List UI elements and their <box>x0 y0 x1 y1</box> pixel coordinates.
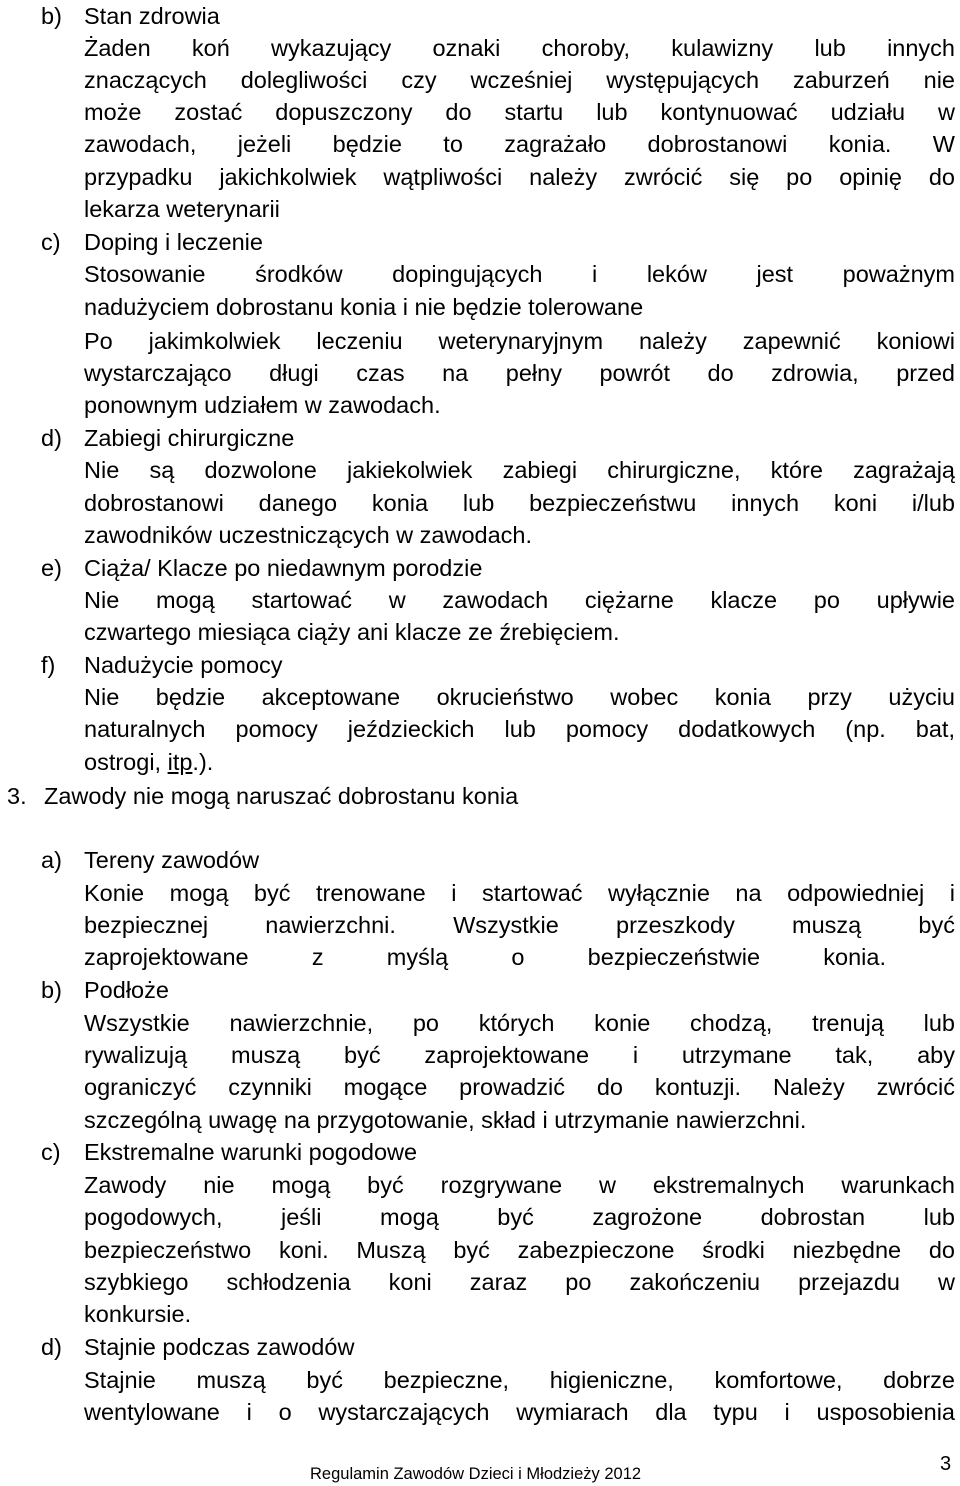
list-marker: 3. <box>7 783 27 809</box>
paragraph-line: zawodach, jeżeli będzie to zagrażało dobrostanowi konia. W <box>84 131 955 157</box>
list-marker: c) <box>41 1139 61 1165</box>
section-title: Podłoże <box>84 977 169 1003</box>
section-title: Stajnie podczas zawodów <box>84 1334 355 1360</box>
itp-link[interactable]: itp <box>167 749 193 775</box>
paragraph-line: wystarczająco długi czas na pełny powrót do zdrowia, przed <box>84 360 955 386</box>
list-marker: a) <box>41 847 62 873</box>
section-title: Stan zdrowia <box>84 3 220 29</box>
section-title: Tereny zawodów <box>84 847 260 873</box>
paragraph-line: Po jakimkolwiek leczeniu weterynaryjnym należy zapewnić koniowi <box>84 328 955 354</box>
paragraph-line: szczególną uwagę na przygotowanie, skład i utrzymanie nawierzchni. <box>84 1107 807 1133</box>
paragraph-line: szybkiego schłodzenia koni zaraz po zakończeniu przejazdu w <box>84 1269 955 1295</box>
paragraph-line: wentylowane i o wystarczających wymiarach dla typu i usposobienia <box>84 1399 955 1425</box>
paragraph-line: Nie są dozwolone jakiekolwiek zabiegi chirurgiczne, które zagrażają <box>84 457 955 483</box>
page-footer: Regulamin Zawodów Dzieci i Młodzieży 2012 <box>310 1465 642 1483</box>
paragraph-line: Zawody nie mogą być rozgrywane w ekstremalnych warunkach <box>84 1172 955 1198</box>
paragraph-line: dobrostanowi danego konia lub bezpieczeństwu innych koni i/lub <box>84 490 955 516</box>
paragraph-line: Wszystkie nawierzchnie, po których konie chodzą, trenują lub <box>84 1010 955 1036</box>
paragraph-line: bezpiecznej nawierzchni. Wszystkie przeszkody muszą być <box>84 912 955 938</box>
paragraph-line: Nie mogą startować w zawodach ciężarne klacze po upływie <box>84 587 955 613</box>
list-marker: d) <box>41 1334 62 1360</box>
paragraph-line: Stosowanie środków dopingujących i leków jest poważnym <box>84 261 955 287</box>
paragraph-line: zawodników uczestniczących w zawodach. <box>84 522 533 548</box>
paragraph-line: pogodowych, jeśli mogą być zagrożone dobrostan lub <box>84 1204 955 1230</box>
section-title: Ciąża/ Klacze po niedawnym porodzie <box>84 555 483 581</box>
section-title: Zawody nie mogą naruszać dobrostanu konia <box>44 783 519 809</box>
paragraph-line: konkursie. <box>84 1301 192 1327</box>
paragraph-line: przypadku jakichkolwiek wątpliwości należy zwrócić się po opinię do <box>84 164 955 190</box>
section-title: Nadużycie pomocy <box>84 652 283 678</box>
list-marker: d) <box>41 425 62 451</box>
paragraph-line: naturalnych pomocy jeździeckich lub pomocy dodatkowych (np. bat, <box>84 716 955 742</box>
paragraph-line <box>84 746 955 778</box>
list-marker: f) <box>41 652 56 678</box>
paragraph-line: może zostać dopuszczony do startu lub kontynuować udziału w <box>84 99 955 125</box>
paragraph-line: rywalizują muszą być zaprojektowane i utrzymane tak, aby <box>84 1042 955 1068</box>
list-marker: b) <box>41 977 62 1003</box>
page-number: 3 <box>940 1453 952 1475</box>
line-text: .). <box>192 749 214 775</box>
list-marker: c) <box>41 229 61 255</box>
paragraph-line: znaczących dolegliwości czy wcześniej występujących zaburzeń nie <box>84 67 955 93</box>
paragraph-line: nadużyciem dobrostanu konia i nie będzie tolerowane <box>84 294 644 320</box>
line-text: ostrogi, <box>84 749 168 775</box>
paragraph-line: zaprojektowane z myślą o bezpieczeństwie konia. <box>84 944 886 970</box>
list-marker: e) <box>41 555 62 581</box>
section-title: Zabiegi chirurgiczne <box>84 425 295 451</box>
paragraph-line: Nie będzie akceptowane okrucieństwo wobec konia przy użyciu <box>84 684 955 710</box>
paragraph-line: bezpieczeństwo koni. Muszą być zabezpieczone środki niezbędne do <box>84 1237 955 1263</box>
paragraph-line: ponownym udziałem w zawodach. <box>84 392 441 418</box>
paragraph-line: czwartego miesiąca ciąży ani klacze ze źrebięciem. <box>84 619 620 645</box>
paragraph-line: Konie mogą być trenowane i startować wyłącznie na odpowiedniej i <box>84 880 955 906</box>
section-title: Doping i leczenie <box>84 229 263 255</box>
paragraph-line: Stajnie muszą być bezpieczne, higieniczne, komfortowe, dobrze <box>84 1367 955 1393</box>
paragraph-line: lekarza weterynarii <box>84 196 280 222</box>
paragraph-line: ograniczyć czynniki mogące prowadzić do kontuzji. Należy zwrócić <box>84 1074 955 1100</box>
section-title: Ekstremalne warunki pogodowe <box>84 1139 418 1165</box>
list-marker: b) <box>41 3 62 29</box>
paragraph-line: Żaden koń wykazujący oznaki choroby, kulawizny lub innych <box>84 35 955 61</box>
